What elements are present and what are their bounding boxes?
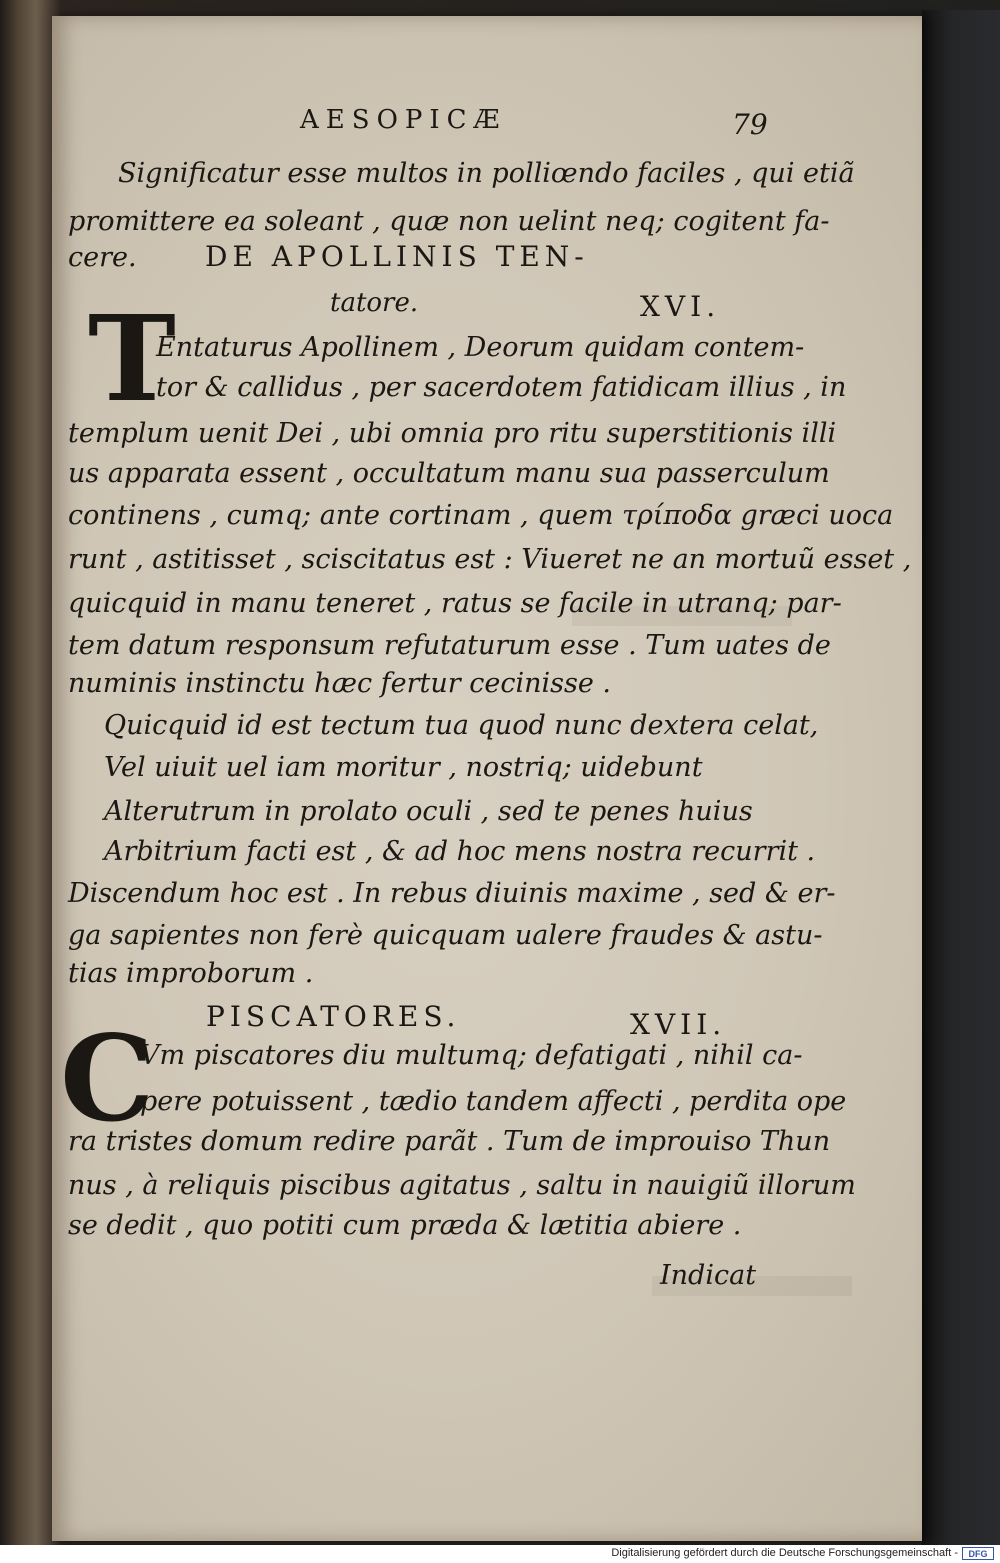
verse-line: Vel uiuit uel iam moritur , nostriq; uidebunt xyxy=(104,752,703,783)
moral-line: Discendum hoc est . In rebus diuinis maxime , sed & er- xyxy=(68,878,836,909)
text-line: ra tristes domum redire parãt . Tum de improuiso Thun xyxy=(68,1126,831,1157)
drop-capital: C xyxy=(60,1009,154,1148)
scan-right-margin xyxy=(922,10,1000,1545)
text-line: continens , cumq; ante cortinam , quem τρίποδα græci uoca xyxy=(68,500,894,531)
text-line: nus , à reliquis piscibus agitatus , saltu in nauigiũ illorum xyxy=(68,1170,856,1201)
fable-number: XVII. xyxy=(630,1008,727,1041)
dfg-logo: DFG xyxy=(962,1547,994,1560)
text-line: numinis instinctu hæc fertur cecinisse . xyxy=(68,668,611,699)
fable-title: DE APOLLINIS TEN- xyxy=(205,240,589,273)
verse-line: Alterutrum in prolato oculi , sed te penes huius xyxy=(104,796,753,827)
drop-capital: T xyxy=(88,289,176,428)
book-spine-edge xyxy=(0,0,60,1545)
text-line: templum uenit Dei , ubi omnia pro ritu superstitionis illi xyxy=(68,418,837,449)
text-line: cere. xyxy=(68,242,137,273)
moral-line: ga sapientes non ferè quicquam ualere fraudes & astu- xyxy=(68,920,823,951)
fable-number: XVI. xyxy=(640,290,721,323)
verse-line: Arbitrium facti est , & ad hoc mens nostra recurrit . xyxy=(104,836,816,867)
text-line: tem datum responsum refutaturum esse . Tum uates de xyxy=(68,630,831,661)
fable-title-continued: tatore. xyxy=(330,288,419,318)
text-line: Entaturus Apollinem , Deorum quidam contem- xyxy=(156,332,805,363)
moral-line: tias improborum . xyxy=(68,958,314,989)
page-number: 79 xyxy=(732,108,768,141)
text-line: se dedit , quo potiti cum præda & lætitia abiere . xyxy=(68,1210,742,1241)
text-line: promittere ea soleant , quæ non uelint neq; cogitent fa- xyxy=(68,206,830,237)
running-head: AESOPICÆ xyxy=(300,105,507,135)
text-line: quicquid in manu teneret , ratus se facile in utranq; par- xyxy=(68,588,842,619)
text-line: runt , astitisset , sciscitatus est : Viueret ne an mortuũ esset , xyxy=(68,544,912,575)
text-line: pere potuissent , tædio tandem affecti , perdita ope xyxy=(140,1086,847,1117)
verse-line: Quicquid id est tectum tua quod nunc dextera celat, xyxy=(104,710,819,741)
text-line: tor & callidus , per sacerdotem fatidicam illius , in xyxy=(156,372,847,403)
text-line: Significatur esse multos in polliœndo faciles , qui etiã xyxy=(118,158,855,189)
text-line: Vm piscatores diu multumq; defatigati , nihil ca- xyxy=(140,1040,803,1071)
text-line: us apparata essent , occultatum manu sua passerculum xyxy=(68,458,830,489)
digitization-credit: Digitalisierung gefördert durch die Deutsche Forschungsgemeinschaft - xyxy=(611,1547,958,1559)
fable-title: PISCATORES. xyxy=(206,1000,461,1033)
catchword: Indicat xyxy=(660,1260,757,1291)
